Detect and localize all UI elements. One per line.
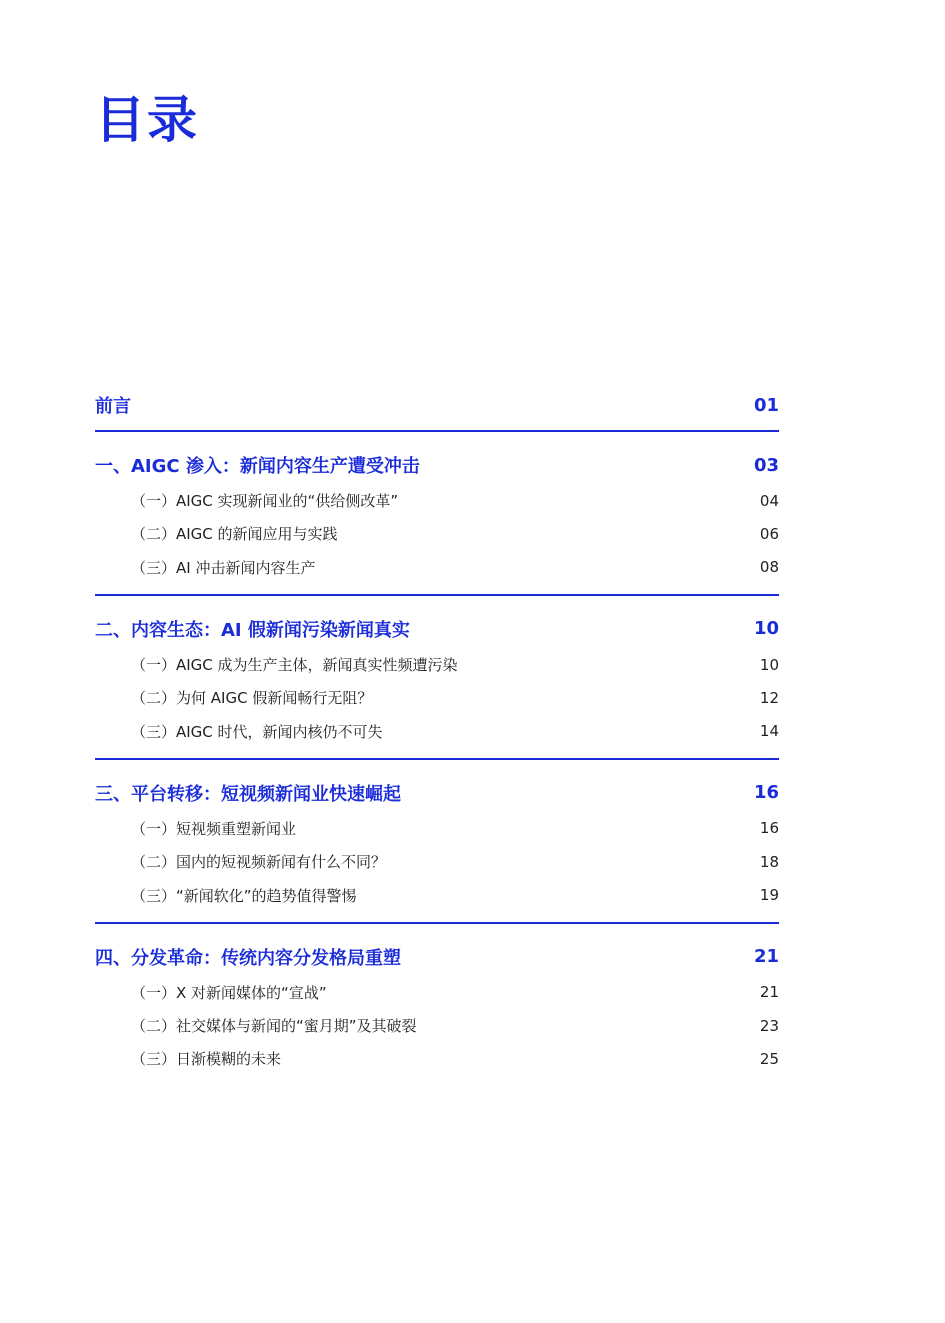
toc-subsection-page: 14 [759, 722, 779, 741]
divider [95, 922, 779, 924]
toc-subsection-page: 10 [759, 655, 779, 674]
toc-section-page: 21 [753, 946, 779, 968]
toc-subsection-page: 06 [759, 524, 779, 543]
toc-section-heading[interactable] [95, 774, 779, 812]
toc-subsection-label: （二）AIGC 的新闻应用与实践 [131, 525, 338, 544]
toc-section-label: 四、分发革命：传统内容分发格局重塑 [95, 947, 401, 969]
divider [95, 758, 779, 760]
toc-section [95, 446, 779, 594]
toc-subsection[interactable] [95, 714, 779, 747]
divider [95, 594, 779, 596]
toc-subsection-page: 12 [759, 688, 779, 707]
toc-subsection-label: （三）“新闻软化”的趋势值得警惕 [131, 886, 357, 905]
page-title: 目录 [95, 91, 199, 149]
toc-preface-page: 01 [753, 394, 779, 416]
toc-subsection[interactable] [95, 551, 779, 584]
toc-subsection-page: 08 [759, 558, 779, 577]
toc-section-page: 16 [753, 782, 779, 804]
toc-subsection-page: 25 [759, 1049, 779, 1068]
toc-subsection[interactable] [95, 845, 779, 878]
divider [95, 430, 779, 432]
toc-subsection-label: （三）日渐模糊的未来 [131, 1050, 282, 1069]
toc-preface-label: 前言 [95, 396, 131, 417]
toc-subsection-label: （三）AIGC 时代，新闻内核仍不可失 [131, 722, 383, 741]
toc-section-label: 三、平台转移：短视频新闻业快速崛起 [95, 783, 401, 805]
toc-section-heading[interactable] [95, 446, 779, 484]
toc-subsection-label: （三）AI 冲击新闻内容生产 [131, 558, 316, 577]
toc-subsection[interactable] [95, 812, 779, 845]
toc-subsection[interactable] [95, 648, 779, 681]
toc-section-heading[interactable] [95, 610, 779, 648]
toc-section-label: 二、内容生态：AI 假新闻污染新闻真实 [95, 619, 410, 641]
toc-subsection-page: 04 [759, 491, 779, 510]
toc-subsection-page: 16 [759, 819, 779, 838]
toc-section-heading[interactable] [95, 938, 779, 976]
toc-subsection-page: 19 [759, 886, 779, 905]
toc-section [95, 938, 779, 1086]
toc-subsection-label: （一）X 对新闻媒体的“宣战” [131, 983, 327, 1002]
toc-subsection-page: 23 [759, 1016, 779, 1035]
toc-subsection[interactable] [95, 1009, 779, 1042]
toc-section [95, 610, 779, 758]
table-of-contents [95, 380, 779, 1086]
toc-subsection[interactable] [95, 976, 779, 1009]
toc-subsection[interactable] [95, 517, 779, 550]
toc-section-page: 03 [753, 454, 779, 476]
toc-subsection[interactable] [95, 878, 779, 911]
toc-subsection-label: （二）社交媒体与新闻的“蜜月期”及其破裂 [131, 1017, 417, 1036]
toc-subsection-page: 18 [759, 852, 779, 871]
toc-subsection-label: （二）国内的短视频新闻有什么不同？ [131, 853, 387, 872]
toc-subsection-label: （一）AIGC 成为生产主体，新闻真实性频遭污染 [131, 656, 458, 675]
toc-subsection-page: 21 [759, 983, 779, 1002]
toc-section-page: 10 [753, 618, 779, 640]
toc-subsection-label: （一）短视频重塑新闻业 [131, 819, 297, 838]
toc-preface[interactable] [95, 380, 779, 430]
toc-section-label: 一、AIGC 渗入：新闻内容生产遭受冲击 [95, 456, 420, 477]
toc-section [95, 774, 779, 922]
toc-subsection-label: （二）为何 AIGC 假新闻畅行无阻？ [131, 689, 373, 708]
toc-subsection-label: （一）AIGC 实现新闻业的“供给侧改革” [131, 492, 399, 511]
toc-subsection[interactable] [95, 1042, 779, 1075]
toc-subsection[interactable] [95, 681, 779, 714]
toc-subsection[interactable] [95, 484, 779, 517]
